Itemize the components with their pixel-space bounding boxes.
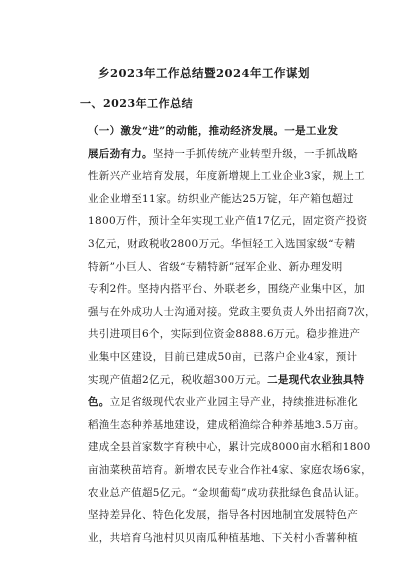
- paragraph-line: 业集中区建设，目前已建成50亩，已落户企业4家，预计: [88, 350, 358, 363]
- section-heading: 一、2023年工作总结: [80, 97, 194, 110]
- paragraph-line: 1800万件，预计全年实现工业产值17亿元，固定资产投资: [88, 215, 368, 228]
- paragraph-line: 展后劲有力。坚持一手抓传统产业转型升级，一手抓战略: [88, 147, 359, 160]
- paragraph-line: 专利2件。坚持内搭平台、外联老乡，围绕产业集中区，加: [88, 283, 365, 296]
- paragraph-line: 实现产值超2亿元，税收超300万元。二是现代农业独具特: [88, 373, 365, 386]
- paragraph-line: 坚持差异化、特色化发展，指导各村因地制宜发展特色产: [88, 509, 358, 522]
- paragraph-line: 共引进项目6个，实际到位资金8888.6万元。稳步推进产: [88, 328, 361, 341]
- paragraph-line: 强与在外成功人士沟通对接。党政主要负责人外出招商7次，: [88, 305, 376, 318]
- paragraph-line: 性新兴产业培育发展，年度新增规上工业企业3家，规上工: [88, 170, 365, 183]
- document-body: [88, 120, 376, 549]
- paragraph-line: 色。立足省级现代农业产业园主导产业，持续推进标准化: [88, 396, 359, 409]
- paragraph-line: 农业总产值超5亿元。“金坝葡萄”成功获批绿色食品认证。: [88, 486, 366, 499]
- paragraph-line: 亩油菜秧苗培育。新增农民专业合作社4家、家庭农场6家，: [88, 463, 372, 476]
- paragraph-line: （一）激发“进”的动能，推动经济发展。一是工业发: [88, 125, 339, 137]
- document-title: 乡2023年工作总结暨2024年工作谋划: [97, 66, 310, 80]
- paragraph-line: 业，共培育乌池村贝贝南瓜种植基地、下关村小香薯种植: [88, 531, 358, 544]
- paragraph-line: 建成全县首家数字育秧中心，累计完成8000亩水稻和1800: [88, 441, 371, 454]
- paragraph-line: 3亿元，财政税收2800万元。华恒轻工入选国家级“专精: [88, 237, 356, 250]
- paragraph-line: 业企业增至11家。纺织业产能达25万锭，年产箱包超过: [88, 192, 354, 205]
- paragraph-line: 特新”小巨人、省级“专精特新”冠军企业、新办理发明: [88, 260, 343, 273]
- paragraph-line: 稻渔生态种养基地建设，建成稻渔综合种养基地3.5万亩。: [88, 418, 365, 431]
